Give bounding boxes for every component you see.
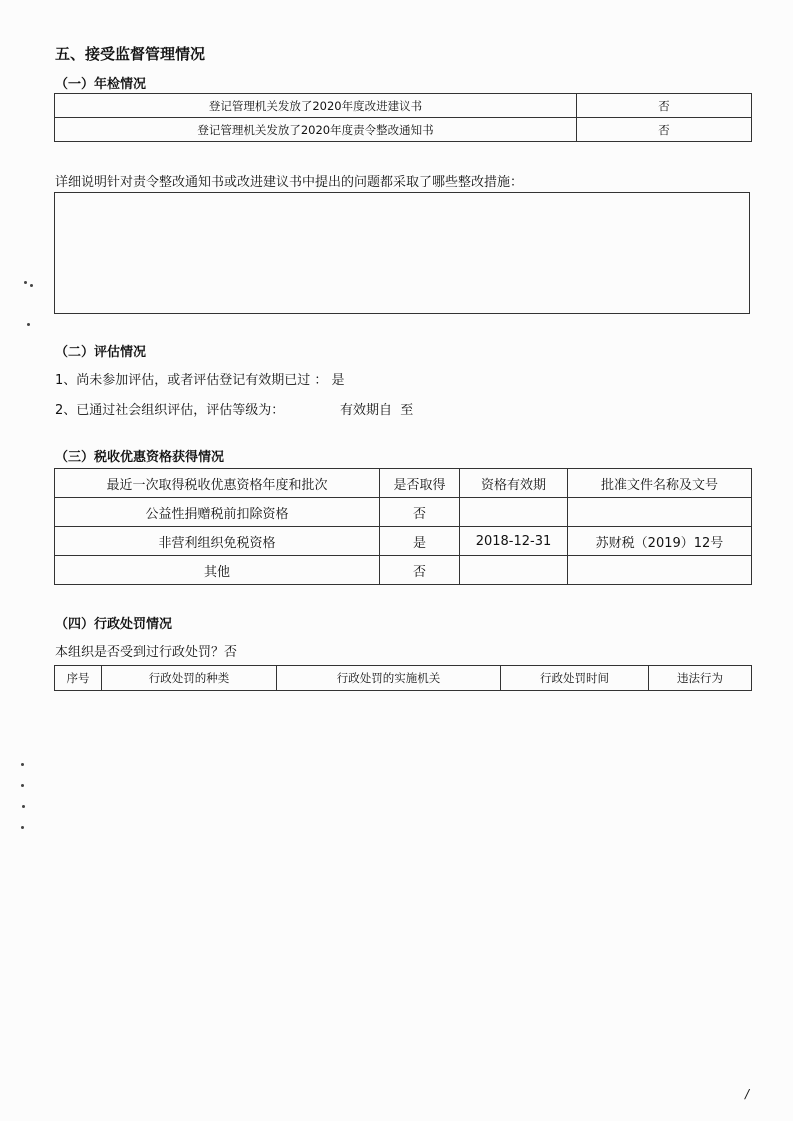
table-row [55, 556, 752, 585]
column-header: 行政处罚的实施机关 [277, 666, 501, 691]
column-header: 违法行为 [649, 666, 752, 691]
table-row [55, 498, 752, 527]
table-cell: 2018-12-31 [460, 527, 568, 556]
scan-mark [24, 281, 27, 284]
scan-mark [22, 805, 25, 808]
annual-inspection-table [54, 93, 752, 142]
evaluation-title: （二）评估情况 [55, 345, 147, 360]
scan-mark [30, 284, 33, 287]
scan-mark [21, 826, 24, 829]
penalty-question: 本组织是否受到过行政处罚？否 [55, 645, 238, 660]
column-header: 行政处罚的种类 [102, 666, 277, 691]
annual-inspection-title: （一）年检情况 [55, 77, 147, 92]
tax-table [54, 468, 752, 585]
column-header: 最近一次取得税收优惠资格年度和批次 [55, 469, 380, 498]
measures-prompt: 详细说明针对责令整改通知书或改进建议书中提出的问题都采取了哪些整改措施： [55, 175, 524, 190]
table-cell [568, 556, 752, 585]
table-cell: 是 [380, 527, 460, 556]
inspection-value: 否 [577, 118, 752, 142]
tax-title: （三）税收优惠资格获得情况 [55, 450, 225, 465]
column-header: 批准文件名称及文号 [568, 469, 752, 498]
table-header-row [55, 666, 752, 691]
section-heading: 五、接受监督管理情况 [55, 45, 206, 63]
scan-mark [21, 763, 24, 766]
table-cell: 否 [380, 556, 460, 585]
evaluation-line-2-suffix: 有效期自 至 [340, 403, 414, 418]
inspection-item: 登记管理机关发放了2020年度责令整改通知书 [55, 118, 577, 142]
table-cell [460, 556, 568, 585]
table-cell: 苏财税（2019）12号 [568, 527, 752, 556]
measures-text-box [54, 192, 750, 314]
evaluation-line-2-prefix: 2、已通过社会组织评估，评估等级为： [55, 403, 285, 418]
inspection-value: 否 [577, 94, 752, 118]
scan-mark [21, 784, 24, 787]
table-cell: 非营利组织免税资格 [55, 527, 380, 556]
column-header: 序号 [55, 666, 102, 691]
page-number: / [745, 1087, 750, 1101]
penalty-table [54, 665, 752, 691]
penalty-title: （四）行政处罚情况 [55, 617, 173, 632]
table-cell: 其他 [55, 556, 380, 585]
table-cell: 公益性捐赠税前扣除资格 [55, 498, 380, 527]
table-row [55, 118, 752, 142]
table-row [55, 527, 752, 556]
table-header-row [55, 469, 752, 498]
table-cell: 否 [380, 498, 460, 527]
column-header: 行政处罚时间 [501, 666, 649, 691]
scan-mark [27, 323, 30, 326]
column-header: 资格有效期 [460, 469, 568, 498]
evaluation-line-1: 1、尚未参加评估，或者评估登记有效期已过 ： 是 [55, 373, 345, 388]
table-row [55, 94, 752, 118]
column-header: 是否取得 [380, 469, 460, 498]
table-cell [568, 498, 752, 527]
table-cell [460, 498, 568, 527]
inspection-item: 登记管理机关发放了2020年度改进建议书 [55, 94, 577, 118]
